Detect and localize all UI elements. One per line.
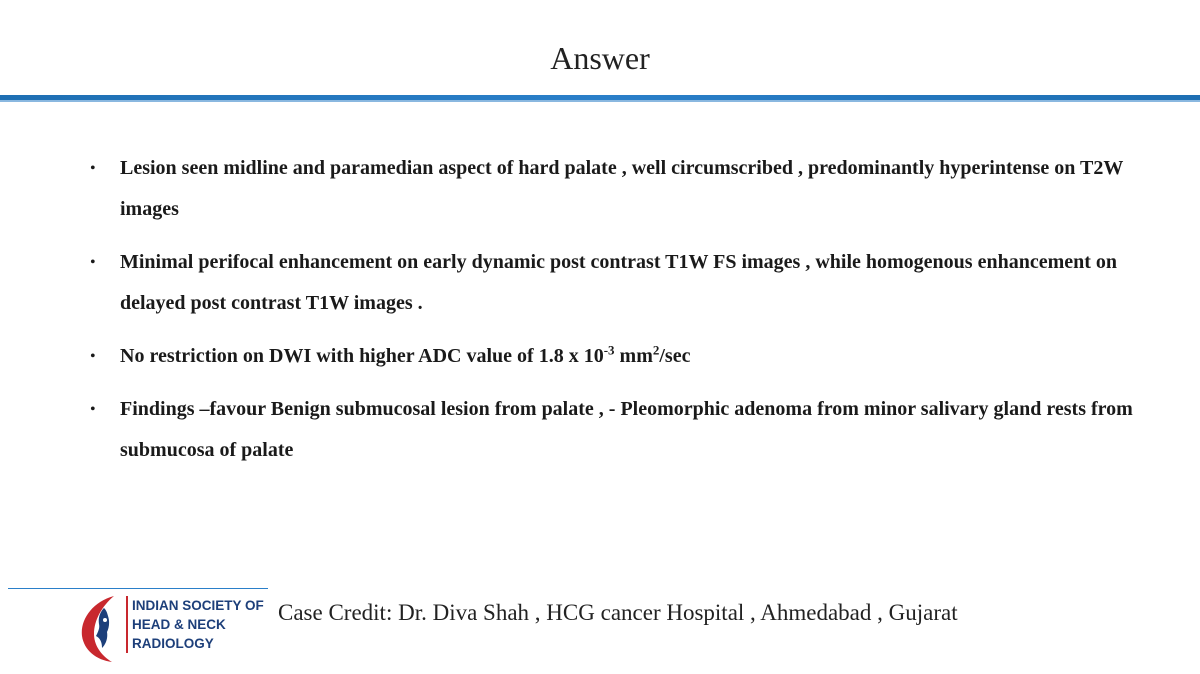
bullet-text: mm bbox=[614, 345, 653, 367]
bullet-list bbox=[90, 148, 1150, 483]
bullet-item bbox=[90, 242, 1150, 324]
case-credit: Case Credit: Dr. Diva Shah , HCG cancer Hospital , Ahmedabad , Gujarat bbox=[278, 600, 958, 625]
bullet-marker: • bbox=[90, 254, 96, 271]
bullet-marker: • bbox=[90, 401, 96, 418]
society-name-line2: HEAD & NECK bbox=[132, 617, 226, 632]
society-name-line1: INDIAN SOCIETY OF bbox=[132, 598, 264, 613]
bullet-text: Minimal perifocal enhancement on early dynamic post contrast T1W FS images , while homogenous enhancement on delayed post contrast T1W images . bbox=[120, 251, 1118, 314]
title-divider-shadow bbox=[0, 100, 1200, 102]
bullet-text: Lesion seen midline and paramedian aspect of hard palate , well circumscribed , predominantly hyperintense on T2W images bbox=[120, 157, 1124, 220]
bullet-text: No restriction on DWI with higher ADC value of 1.8 x 10 bbox=[120, 345, 604, 367]
bullet-item bbox=[90, 148, 1150, 230]
society-name bbox=[126, 596, 272, 653]
head-neck-logo-icon bbox=[74, 592, 130, 664]
superscript: 2 bbox=[652, 342, 660, 358]
bullet-item bbox=[90, 389, 1150, 471]
bullet-text: /sec bbox=[659, 345, 691, 367]
bullet-marker: • bbox=[90, 348, 96, 365]
society-name-line3: RADIOLOGY bbox=[132, 636, 214, 651]
bullet-item bbox=[90, 336, 1150, 377]
bullet-marker: • bbox=[90, 160, 96, 177]
bullet-text: Findings –favour Benign submucosal lesion from palate , - Pleomorphic adenoma from minor salivary gland rests from submucosa of palate bbox=[120, 398, 1133, 461]
footer-divider bbox=[8, 588, 268, 589]
slide-title: Answer bbox=[550, 40, 650, 76]
superscript: -3 bbox=[603, 342, 615, 358]
